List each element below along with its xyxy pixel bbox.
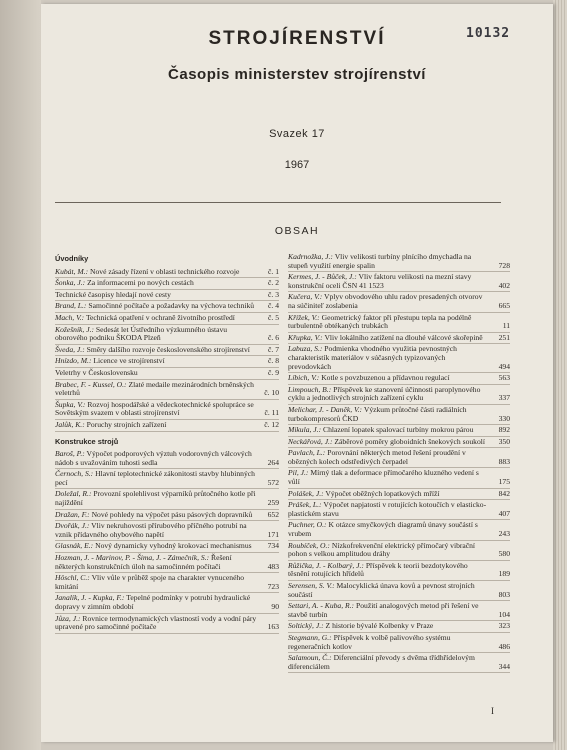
contents-entry xyxy=(288,406,510,425)
page-edges xyxy=(553,0,567,750)
entry-page: 163 xyxy=(267,622,279,632)
entry-text: Nový dynamicky vyhodný krokovací mechanismus xyxy=(95,541,252,551)
entry-title xyxy=(288,634,490,651)
entry-text: Vliv velikosti turbíny plnícího dmychadla na stupeň využití energie spalin xyxy=(288,252,472,270)
entry-author: Jalůk, K.: xyxy=(55,419,85,429)
entry-page: č. 9 xyxy=(268,367,279,377)
entry-page: č. 10 xyxy=(264,388,279,398)
contents-entry xyxy=(288,273,510,292)
entry-text: Diferenciální převody s dvěma třídhřídelovým diferenciálem xyxy=(288,653,475,671)
section-entries xyxy=(55,450,279,634)
contents-column-right xyxy=(288,253,510,674)
entry-title xyxy=(288,314,490,331)
entry-page: 494 xyxy=(498,361,510,371)
contents-entry xyxy=(55,421,279,432)
entry-text: Malocyklická únava kovů a pevnost strojních součástí xyxy=(288,581,475,599)
entry-author: Janalík, J. - Kupka, F.: xyxy=(55,593,125,603)
contents-entry xyxy=(55,357,279,368)
entry-page: 483 xyxy=(267,561,279,571)
book-spine xyxy=(0,0,41,750)
entry-page: 251 xyxy=(498,332,510,342)
entry-text: Rozvoj hospodářské a vědeckotechnické spolupráce se Sovětským svazem v oblasti strojírenství xyxy=(55,399,254,418)
entry-title xyxy=(55,450,259,467)
entry-page: 402 xyxy=(498,280,510,290)
entry-title xyxy=(288,406,490,423)
entry-text: Zlaté medaile mezinárodních brněnských veletrhů xyxy=(55,379,254,398)
entry-text: Směry dalšího rozvoje československého strojírenství xyxy=(86,344,250,354)
entry-text: Tepelné podmínky v potrubí hydraulické dopravy v zimním období xyxy=(55,593,251,611)
contents-entry xyxy=(55,302,279,313)
entry-title xyxy=(288,449,490,466)
entry-author: Kadrnožka, J.: xyxy=(288,252,333,261)
contents-entry xyxy=(288,469,510,488)
entry-author: Soltický, J.: xyxy=(288,621,324,631)
entry-text: Veletrhy v Československu xyxy=(55,367,138,377)
entry-title xyxy=(288,501,490,518)
entry-author: Doležal, R.: xyxy=(55,489,92,499)
entry-author: Salamoun, Č.: xyxy=(288,653,332,663)
entry-title xyxy=(288,490,490,499)
entry-title xyxy=(55,554,259,571)
entry-author: Mikula, J.: xyxy=(288,425,322,435)
library-stamp: 10132 xyxy=(466,26,511,41)
entry-author: Höschl, C.: xyxy=(55,573,90,583)
entry-author: Pil, J.: xyxy=(288,468,309,478)
contents-entry xyxy=(55,522,279,541)
contents-entry xyxy=(55,450,279,469)
contents-entry xyxy=(288,345,510,373)
contents-entry xyxy=(55,490,279,509)
document-page xyxy=(41,4,553,742)
entry-author: Kožešník, J.: xyxy=(55,324,95,334)
entry-text: Výpočet oběžných lopatkových mříží xyxy=(325,488,440,498)
entry-author: Šveda, J.: xyxy=(55,344,85,354)
entry-title xyxy=(288,521,490,538)
entry-page: č. 5 xyxy=(268,312,279,322)
entry-page: č. 8 xyxy=(268,356,279,366)
entry-title xyxy=(55,268,259,277)
entry-text: Nízkofrekvenční elektrický přímočarý vibrační pohon s velkou amplitudou dráhy xyxy=(288,540,476,559)
entry-author: Glasnák, E.: xyxy=(55,541,94,551)
entry-text: Technická opatření v ochraně životního prostředí xyxy=(85,312,235,322)
section-heading: Konstrukce strojů xyxy=(55,436,119,446)
entry-author: Líbich, V.: xyxy=(288,373,320,383)
entry-title xyxy=(288,562,490,579)
entry-page: 728 xyxy=(498,260,510,270)
entry-title xyxy=(55,542,259,551)
entry-text: Vliv vůle v průběž spoje na charakter vynuceného kmitání xyxy=(55,573,245,591)
entry-text: Z historie bývalé Kolbenky v Praze xyxy=(325,621,434,631)
entry-page: 892 xyxy=(498,425,510,435)
entry-author: Prášek, L.: xyxy=(288,500,322,510)
entry-title xyxy=(55,357,259,366)
entry-author: Serensen, S. V.: xyxy=(288,581,335,590)
entry-text: Mírný tlak a deformace přímočarého kluzného vedení s vůlí xyxy=(288,468,479,487)
entry-author: Roubíček, O.: xyxy=(288,540,330,550)
contents-entry xyxy=(55,314,279,325)
divider xyxy=(55,202,501,203)
entry-text: Rovnice termodynamických vlastností vody a vodní páry upravené pro samočinné počítače xyxy=(55,613,257,632)
entry-text: Vplyv obvodového uhlu radov presadených otvorov na súčiniteľ zoslabenia xyxy=(288,292,483,310)
entry-page: 264 xyxy=(267,457,279,467)
entry-text: Podmienka vhodného využitia pevnostných charakteristík materiálov v súčasných typizovaných prevodovkách xyxy=(288,344,457,371)
entry-text: Řešení některých konstrukčních úloh na samočinném počítači xyxy=(55,553,232,571)
journal-subtitle: Časopis ministerstev strojírenství xyxy=(168,66,426,83)
entry-title xyxy=(55,381,259,398)
contents-entry xyxy=(288,501,510,520)
entry-text: Provozní spolehlivost výparníků průtočného kotle při najíždění xyxy=(55,489,256,508)
entry-page: 350 xyxy=(498,436,510,446)
contents-entry xyxy=(55,381,279,400)
entry-author: Kučera, V.: xyxy=(288,292,323,302)
entry-page: 723 xyxy=(267,581,279,591)
entry-title xyxy=(55,490,259,507)
entry-title xyxy=(288,293,490,310)
entry-page: 323 xyxy=(498,621,510,631)
entry-text: Výzkum průtočné části radiálních turbokompresorů ČKD xyxy=(288,404,467,423)
entry-author: Černoch, S.: xyxy=(55,469,94,479)
entry-title xyxy=(288,273,490,290)
contents-entry xyxy=(55,401,279,420)
entry-page: 104 xyxy=(498,609,510,619)
contents-entry xyxy=(288,253,510,272)
contents-entry xyxy=(288,542,510,561)
entry-text: Technické časopisy hledají nové cesty xyxy=(55,289,171,299)
contents-entry xyxy=(55,470,279,489)
entry-page: 734 xyxy=(267,541,279,551)
entry-page: č. 11 xyxy=(264,408,279,418)
entry-author: Hnízdo, M.: xyxy=(55,356,92,366)
entry-author: Settari, A. - Kuba, R.: xyxy=(288,601,355,611)
entry-page: 486 xyxy=(498,641,510,651)
contents-entry xyxy=(55,268,279,279)
entry-text: Nové zásady řízení v oblasti technického rozvoje xyxy=(90,266,240,276)
section-entries xyxy=(288,253,510,673)
entry-page: č. 4 xyxy=(268,301,279,311)
entry-title xyxy=(288,426,490,435)
entry-page: 90 xyxy=(271,602,279,611)
page-number: I xyxy=(491,706,494,716)
contents-entry xyxy=(55,554,279,573)
contents-entry xyxy=(288,602,510,621)
entry-title xyxy=(55,470,259,487)
entry-text: Licence ve strojírenství xyxy=(93,356,165,366)
contents-entry xyxy=(288,562,510,581)
contents-entry xyxy=(288,654,510,673)
entry-page: č. 6 xyxy=(268,333,279,343)
contents-column-left xyxy=(55,253,279,635)
entry-author: Puchner, O.: xyxy=(288,520,327,530)
entry-text: Za informacemi po nových cestách xyxy=(87,278,194,288)
contents-entry xyxy=(55,574,279,593)
entry-title xyxy=(55,346,259,355)
contents-entry xyxy=(55,542,279,553)
entry-title xyxy=(55,574,259,591)
entry-text: Vliv faktoru velikosti na mezní stavy konstrukční oceli ČSN 41 1523 xyxy=(288,272,472,290)
entry-page: 842 xyxy=(498,488,510,498)
entry-title xyxy=(288,374,490,383)
entry-author: Brabec, F. - Kussel, O.: xyxy=(55,379,127,389)
contents-heading: OBSAH xyxy=(274,225,320,237)
entry-author: Dvořák, J.: xyxy=(55,521,90,531)
contents-entry xyxy=(288,334,510,345)
entry-title xyxy=(55,369,259,378)
entry-text: Samočinné počítače a požadavky na výchova techniků xyxy=(88,301,255,311)
entry-author: Pavlach, L.: xyxy=(288,448,326,458)
entry-title xyxy=(55,279,259,288)
entry-title xyxy=(55,326,259,343)
entry-page: č. 7 xyxy=(268,344,279,354)
contents-entry xyxy=(288,634,510,653)
contents-entry xyxy=(288,374,510,385)
entry-page: č. 2 xyxy=(268,278,279,288)
entry-text: Chlazení lopatek spalovací turbíny mokrou párou xyxy=(323,425,474,435)
contents-entry xyxy=(288,582,510,601)
entry-author: Křupka, V.: xyxy=(288,332,323,342)
entry-title xyxy=(288,622,490,631)
entry-author: Růžička, J. - Kolbarý, J.: xyxy=(288,560,364,570)
entry-page: 171 xyxy=(267,529,279,539)
entry-page: 243 xyxy=(498,529,510,539)
entry-author: Šonka, J.: xyxy=(55,278,86,288)
entry-page: č. 12 xyxy=(264,419,279,429)
section-heading: Úvodníky xyxy=(55,254,89,263)
entry-title xyxy=(55,522,259,539)
entry-title xyxy=(288,542,490,559)
entry-title xyxy=(55,594,259,611)
entry-title xyxy=(288,602,490,619)
entry-text: Vliv lokálního zatížení na dlouhé válcové skořepině xyxy=(324,332,483,342)
entry-text: Záběrové poměry globoidních šnekových soukolí xyxy=(334,436,485,446)
contents-entry xyxy=(288,490,510,501)
entry-author: Křížek, V.: xyxy=(288,312,320,322)
entry-author: Stegmann, G.: xyxy=(288,632,332,642)
entry-title xyxy=(55,421,259,430)
contents-entry xyxy=(55,369,279,380)
entry-author: Baroš, P.: xyxy=(55,449,85,459)
entry-page: 563 xyxy=(498,373,510,383)
entry-page: 572 xyxy=(267,477,279,487)
entry-title xyxy=(55,302,259,311)
entry-page: 330 xyxy=(498,413,510,423)
entry-page: 803 xyxy=(498,589,510,599)
entry-text: Vliv nekruhovosti přírubového příčného potrubí na vznik přídavného ohybového napětí xyxy=(55,521,247,539)
entry-author: Brand, L.: xyxy=(55,301,87,311)
year-label: 1967 xyxy=(284,159,310,171)
entry-title xyxy=(288,654,490,671)
contents-entry xyxy=(288,438,510,449)
entry-page: č. 3 xyxy=(268,289,279,299)
entry-text: Příspěvek k volbě palivového systému regeneračních kotlov xyxy=(288,632,451,651)
entry-text: Kotle s povzbuzenou a přídavnou regulací xyxy=(321,373,450,383)
entry-title xyxy=(55,291,259,300)
entry-text: Příspěvek k teorii bezdotykového těsnění rotujících hřídelů xyxy=(288,560,468,579)
entry-title xyxy=(288,438,490,447)
entry-author: Hozman, J. - Marinov, P. - Šima, J. - Zámečník, S.: xyxy=(55,553,210,563)
entry-text: Hlavní teplotechnické zákonitosti stavby hlubinných pecí xyxy=(55,469,255,487)
entry-text: Výpočet podporových výztuh vodorovných válcových nádob s uvažováním tuhosti sedla xyxy=(55,449,252,467)
contents-entry xyxy=(288,449,510,468)
section-entries xyxy=(55,268,279,432)
entry-page: 652 xyxy=(267,509,279,519)
entry-page: 344 xyxy=(498,661,510,671)
entry-author: Melichar, J. - Daněk, V.: xyxy=(288,404,363,414)
journal-title: STROJÍRENSTVÍ xyxy=(208,28,386,49)
entry-title xyxy=(288,253,490,270)
entry-title xyxy=(288,469,490,486)
entry-author: Kubát, M.: xyxy=(55,266,89,276)
contents-entry xyxy=(55,346,279,357)
entry-page: 337 xyxy=(498,393,510,403)
entry-page: 665 xyxy=(498,300,510,310)
volume-label: Svazek 17 xyxy=(269,128,325,140)
entry-text: Geometrický faktor při přestupu tepla na podélně turbulentně obtékaných trubkách xyxy=(288,312,472,331)
entry-page: 883 xyxy=(498,456,510,466)
contents-entry xyxy=(288,426,510,437)
entry-title xyxy=(55,511,259,520)
contents-entry xyxy=(55,326,279,345)
entry-page: 407 xyxy=(498,508,510,518)
entry-text: Porovnání některých metod řešení proudění v obězných kolech odstředivých čerpadel xyxy=(288,448,466,466)
entry-text: Sedesát let Ústředního výzkumného ústavu oborového podniku ŠKODA Plzeň xyxy=(55,324,228,343)
entry-author: Limpouch, B.: xyxy=(288,384,332,394)
entry-author: Šupka, V.: xyxy=(55,399,86,409)
contents-entry xyxy=(55,279,279,290)
contents-entry xyxy=(288,521,510,540)
entry-author: Labuza, S.: xyxy=(288,344,323,354)
entry-page: 580 xyxy=(498,549,510,559)
entry-page: 11 xyxy=(502,321,510,331)
contents-entry xyxy=(55,594,279,613)
entry-title xyxy=(288,386,490,403)
entry-text: K otázce smyčkových diagramů únavy součástí s vrubem xyxy=(288,520,478,539)
entry-author: Neckářová, J.: xyxy=(288,436,333,446)
contents-entry xyxy=(288,386,510,405)
entry-title xyxy=(55,314,259,323)
entry-text: Použití analogových metod při řešení ve stavbě turbín xyxy=(288,601,479,619)
contents-entry xyxy=(288,314,510,333)
entry-page: 259 xyxy=(267,498,279,508)
entry-title xyxy=(55,401,259,418)
entry-text: Příspěvek ke stanovení účinnosti paroplynového cyklu a jednotlivých strojních zařízení cyklu xyxy=(288,384,481,403)
contents-entry xyxy=(288,293,510,312)
entry-author: Polášek, J.: xyxy=(288,488,324,498)
entry-title xyxy=(288,334,490,343)
entry-text: Výpočet napjatosti v rotujících kotoučích v elasticko-plastickém stavu xyxy=(288,500,487,518)
entry-text: Poruchy strojních zařízení xyxy=(86,419,167,429)
entry-title xyxy=(55,615,259,632)
contents-entry xyxy=(55,511,279,522)
entry-author: Dražan, F.: xyxy=(55,509,90,519)
entry-page: 175 xyxy=(498,477,510,487)
entry-page: 189 xyxy=(498,569,510,579)
contents-entry xyxy=(55,291,279,302)
entry-page: č. 1 xyxy=(268,266,279,276)
entry-title xyxy=(288,345,490,371)
entry-author: Jůza, J.: xyxy=(55,613,81,623)
contents-entry xyxy=(288,622,510,633)
entry-author: Mach, V.: xyxy=(55,312,85,322)
contents-entry xyxy=(55,615,279,634)
entry-author: Kermes, J. - Bůček, J.: xyxy=(288,272,357,282)
entry-title xyxy=(288,582,490,599)
entry-text: Nové pohledy na výpočet pásu pásových dopravníků xyxy=(91,509,253,519)
